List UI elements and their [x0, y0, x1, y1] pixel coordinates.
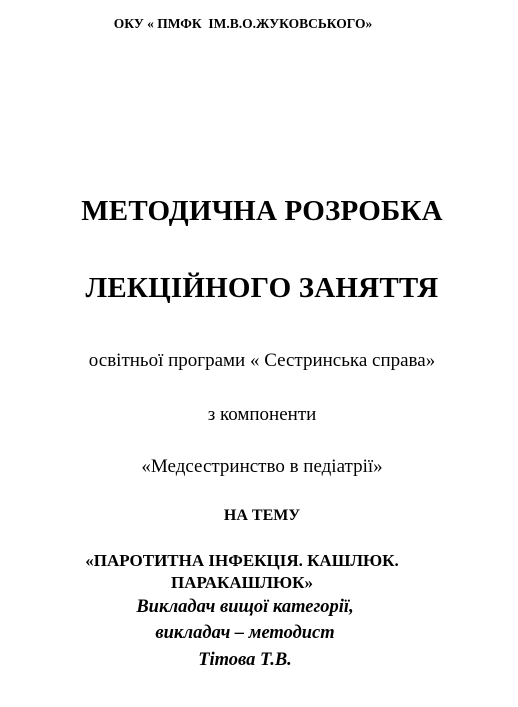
topic-title-line-1: «ПАРОТИТНА ІНФЕКЦІЯ. КАШЛЮК.	[85, 551, 399, 570]
document-title-line-2: ЛЕКЦІЙНОГО ЗАНЯТТЯ	[85, 272, 439, 304]
author-role-line: викладач – методист	[155, 623, 335, 643]
discipline-line: «Медсестринство в педіатрії»	[141, 456, 383, 477]
topic-label: НА ТЕМУ	[223, 507, 301, 524]
author-name: Тітова Т.В.	[198, 650, 292, 670]
author-position-line: Викладач вищої категорії,	[136, 597, 354, 617]
component-line: з компоненти	[207, 404, 317, 425]
topic-title-line-2: ПАРАКАШЛЮК»	[171, 573, 313, 592]
document-title-line-1: МЕТОДИЧНА РОЗРОБКА	[81, 195, 443, 227]
institution-name: ОКУ « ПМФК ІМ.В.О.ЖУКОВСЬКОГО»	[113, 16, 373, 31]
program-line: освітньої програми « Сестринська справа»	[88, 350, 436, 371]
